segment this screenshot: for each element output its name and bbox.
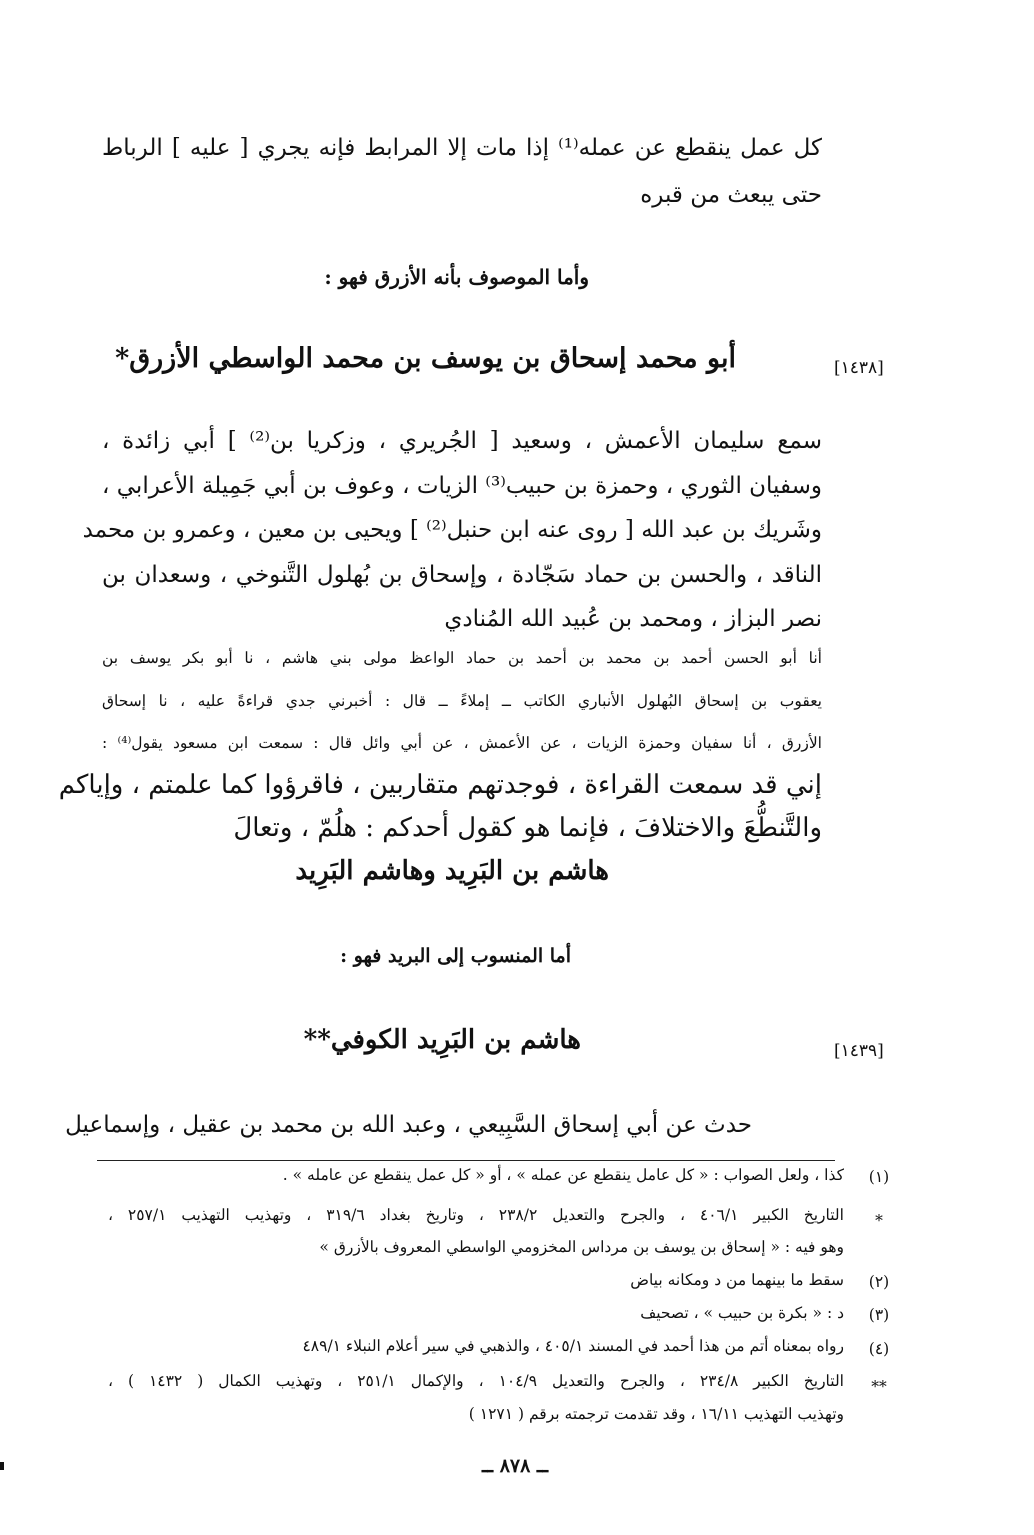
- body-line: كل عمل ينقطع عن عمله⁽¹⁾ إذا مات إلا المرابط فإنه يجري [ عليه ] الرباط: [102, 135, 822, 161]
- body-line: حتى يبعث من قبره: [640, 182, 822, 208]
- footnote-marker: **: [871, 1378, 887, 1396]
- footnote-line: د : « بكرة بن حبيب » ، تصحيف: [640, 1304, 844, 1322]
- footnote-line: التاريخ الكبير ٢٣٤/٨ ، والجرح والتعديل ١٠٤/٩ ، والإكمال ٢٥١/١ ، وتهذيب الكمال ( ١٤٣٢ ) ،: [108, 1372, 844, 1390]
- footnote-line: كذا ، ولعل الصواب : « كل عامل ينقطع عن عمله » ، أو « كل عمل ينقطع عن عامله » .: [282, 1166, 844, 1184]
- chapter-heading: هاشم بن البَرِيد وهاشم البَرِيد: [295, 856, 609, 886]
- isnad-line: يعقوب بن إسحاق البُهلول الأنباري الكاتب ــ إملاءً ــ قال : أخبرني جدي قراءةً عليه ، نا إسحاق: [102, 692, 822, 710]
- footnote-line: وتهذيب التهذيب ١٦/١١ ، وقد تقدمت ترجمته برقم ( ١٢٧١ ): [468, 1405, 844, 1423]
- isnad-line: الأزرق ، أنا سفيان وحمزة الزيات ، عن الأعمش ، عن أبي وائل قال : سمعت ابن مسعود يقول⁽⁴⁾ :: [102, 734, 822, 752]
- body-line: الناقد ، والحسن بن حماد سَجّادة ، وإسحاق بن بُهلول التَّنوخي ، وسعدان بن: [102, 562, 822, 588]
- entry-title: أبو محمد إسحاق بن يوسف بن محمد الواسطي الأزرق*: [115, 343, 736, 374]
- entry-number: [١٤٣٨]: [834, 358, 884, 378]
- footnote-marker: (٣): [868, 1306, 890, 1324]
- entry-title: هاشم بن البَرِيد الكوفي**: [303, 1025, 581, 1055]
- section-heading: وأما الموصوف بأنه الأزرق فهو :: [324, 265, 589, 289]
- body-line: وشَريك بن عبد الله [ روى عنه ابن حنبل⁽²⁾ ] ويحيى بن معين ، وعمرو بن محمد: [82, 517, 822, 543]
- footnote-marker: *: [875, 1212, 883, 1230]
- body-line: سمع سليمان الأعمش ، وسعيد [ الجُريري ، وزكريا بن⁽²⁾ ] أبي زائدة ،: [102, 428, 822, 454]
- footnote-line: وهو فيه : « إسحاق بن يوسف بن مرداس المخزومي الواسطي المعروف بالأزرق »: [319, 1238, 844, 1256]
- body-line: وسفيان الثوري ، وحمزة بن حبيب⁽³⁾ الزيات ، وعوف بن أبي جَمِيلة الأعرابي ،: [102, 473, 823, 499]
- footnote-line: رواه بمعناه أتم من هذا أحمد في المسند ٤٠٥/١ ، والذهبي في سير أعلام النبلاء ٤٨٩/١: [302, 1337, 844, 1355]
- entry-number: [١٤٣٩]: [834, 1041, 884, 1061]
- quote-line: إني قد سمعت القراءة ، فوجدتهم متقاربين ، فاقرؤوا كما علمتم ، وإياكم: [58, 770, 822, 800]
- quote-line: والتَّنطُّعَ والاختلافَ ، فإنما هو كقول أحدكم : هلُمّ ، وتعالَ: [233, 813, 822, 843]
- page-number: ــ ٨٧٨ ــ: [481, 1455, 549, 1477]
- body-line: حدث عن أبي إسحاق السَّبِيعي ، وعبد الله بن محمد بن عقيل ، وإسماعيل: [65, 1112, 752, 1138]
- footnote-divider: [97, 1160, 835, 1161]
- footnote-marker: (٤): [868, 1340, 890, 1358]
- isnad-line: أنا أبو الحسن أحمد بن محمد بن أحمد بن حماد الواعظ مولى بني هاشم ، نا أبو بكر يوسف بن: [102, 649, 822, 667]
- footnote-marker: (٢): [868, 1273, 890, 1291]
- footnote-line: سقط ما بينهما من د ومكانه بياض: [630, 1271, 844, 1289]
- section-heading: أما المنسوب إلى البريد فهو :: [340, 945, 571, 967]
- scan-edge-mark: [0, 1462, 4, 1470]
- body-line: نصر البزاز ، ومحمد بن عُبيد الله المُنادي: [444, 606, 822, 632]
- footnote-line: التاريخ الكبير ٤٠٦/١ ، والجرح والتعديل ٢٣٨/٢ ، وتاريخ بغداد ٣١٩/٦ ، وتهذيب التهذيب ٢٥٧/١ ،: [108, 1206, 844, 1224]
- footnote-marker: (١): [868, 1168, 890, 1186]
